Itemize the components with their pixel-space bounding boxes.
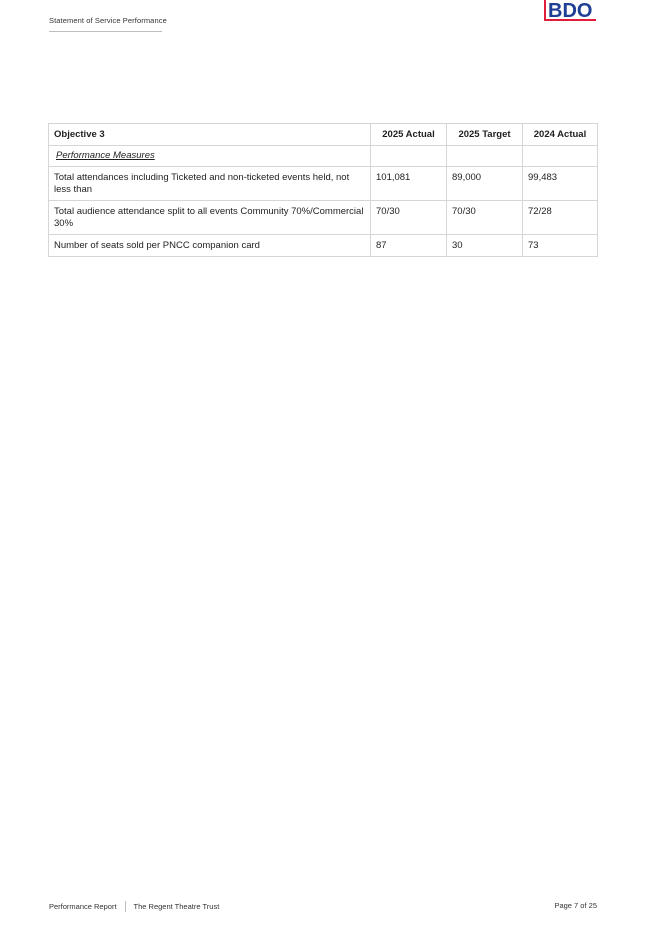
- column-header-objective: Objective 3: [49, 124, 371, 146]
- bdo-logo: [543, 0, 597, 22]
- actual-2024-cell: 72/28: [523, 201, 598, 235]
- actual-2024-cell: 73: [523, 235, 598, 257]
- footer-organisation: The Regent Theatre Trust: [133, 902, 220, 911]
- performance-measures-label: Performance Measures: [56, 150, 155, 161]
- footer-divider: [125, 901, 126, 912]
- actual-2025-cell: 101,081: [371, 167, 447, 201]
- empty-cell: [371, 146, 447, 167]
- target-2025-cell: 89,000: [447, 167, 523, 201]
- actual-2025-cell: 70/30: [371, 201, 447, 235]
- header-title: Statement of Service Performance: [49, 16, 167, 25]
- column-header-2025-actual: 2025 Actual: [371, 124, 447, 146]
- table-row: [49, 201, 598, 235]
- section-label-cell: [49, 146, 371, 167]
- target-2025-cell: 30: [447, 235, 523, 257]
- column-header-2024-actual: 2024 Actual: [523, 124, 598, 146]
- actual-2024-cell: 99,483: [523, 167, 598, 201]
- target-2025-cell: 70/30: [447, 201, 523, 235]
- logo-text: BDO: [548, 0, 593, 22]
- section-header-row: [49, 146, 598, 167]
- measure-cell: Number of seats sold per PNCC companion card: [49, 235, 371, 257]
- footer-report-name: Performance Report: [49, 902, 117, 911]
- measure-cell: Total audience attendance split to all events Community 70%/Commercial 30%: [49, 201, 371, 235]
- measure-cell: Total attendances including Ticketed and non-ticketed events held, not less than: [49, 167, 371, 201]
- performance-table-container: [48, 123, 597, 257]
- table-header-row: [49, 124, 598, 146]
- page-number: Page 7 of 25: [554, 901, 597, 910]
- header-divider: [49, 31, 162, 32]
- performance-table: [48, 123, 598, 257]
- table-row: [49, 235, 598, 257]
- column-header-2025-target: 2025 Target: [447, 124, 523, 146]
- table-row: [49, 167, 598, 201]
- logo-bar: [544, 0, 546, 19]
- empty-cell: [447, 146, 523, 167]
- page-footer: [49, 901, 219, 912]
- empty-cell: [523, 146, 598, 167]
- actual-2025-cell: 87: [371, 235, 447, 257]
